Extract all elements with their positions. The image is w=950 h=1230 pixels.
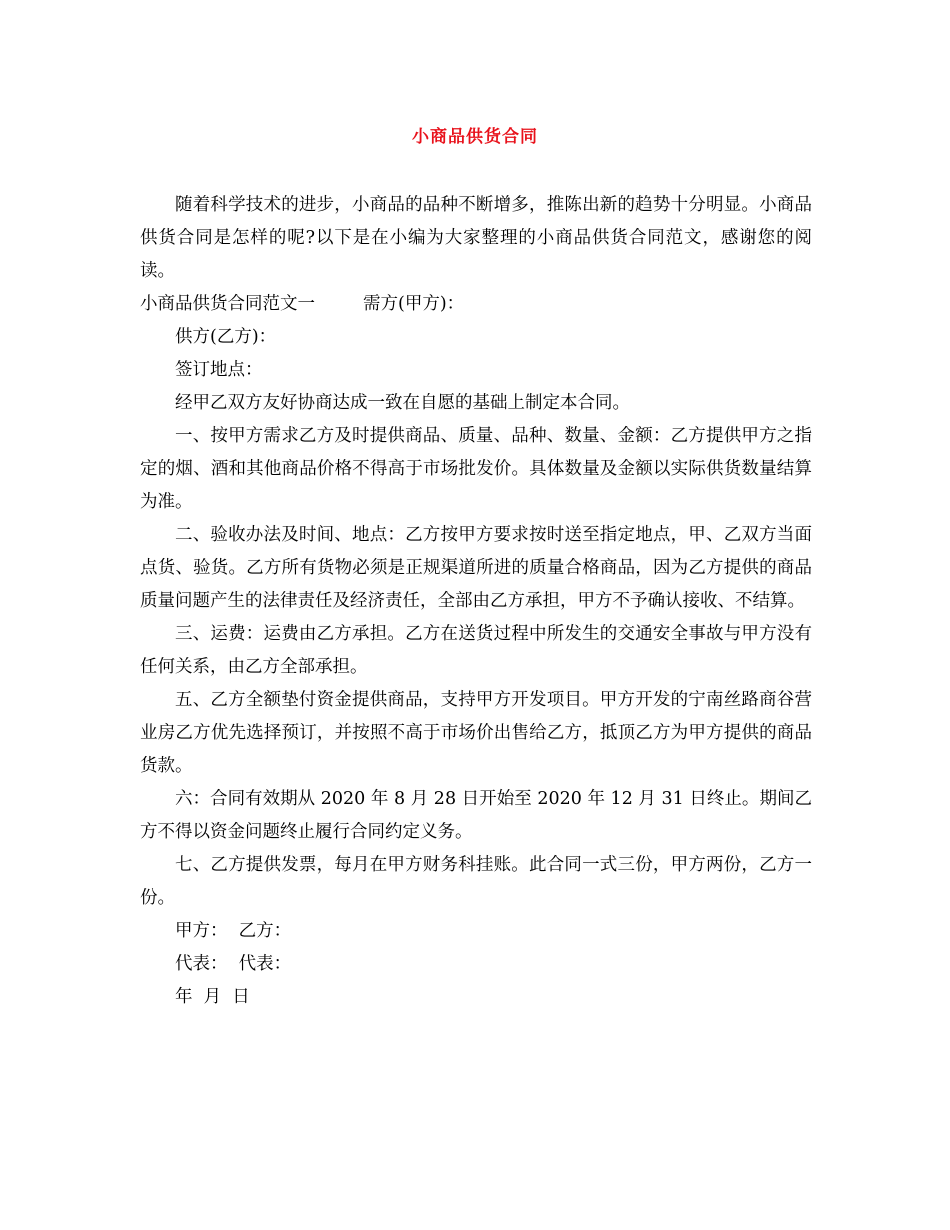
party-b-label: 供方(乙方)：: [175, 327, 277, 347]
document-title: 小商品供货合同: [412, 127, 538, 147]
sample-heading-line: [140, 288, 812, 321]
signature-representative-line: 代表： 代表：: [175, 954, 292, 974]
document-body: [140, 189, 812, 1014]
intro-paragraph: 随着科学技术的进步，小商品的品种不断增多，推陈出新的趋势十分明显。小商品供货合同是怎样的呢?以下是在小编为大家整理的小商品供货合同范文，感谢您的阅读。: [140, 195, 812, 281]
sign-place-label: 签订地点：: [175, 360, 263, 380]
clause-paragraph: 七、乙方提供发票，每月在甲方财务科挂账。此合同一式三份，甲方两份，乙方一份。: [140, 855, 812, 908]
clause-paragraph: 三、运费：运费由乙方承担。乙方在送货过程中所发生的交通安全事故与甲方没有任何关系，由乙方全部承担。: [140, 624, 812, 677]
sample-heading: 小商品供货合同范文一: [140, 294, 315, 314]
clause-paragraph: 一、按甲方需求乙方及时提供商品、质量、品种、数量、金额：乙方提供甲方之指定的烟、酒和其他商品价格不得高于市场批发价。具体数量及金额以实际供货数量结算为准。: [140, 426, 812, 512]
party-a-label: 需方(甲方)：: [363, 294, 465, 314]
signature-date-line: 年 月 日: [175, 987, 250, 1007]
preamble-paragraph: 经甲乙双方友好协商达成一致在自愿的基础上制定本合同。: [175, 393, 630, 413]
clause-paragraph: 六：合同有效期从 2020 年 8 月 28 日开始至 2020 年 12 月 31 日终止。期间乙方不得以资金问题终止履行合同约定义务。: [140, 789, 812, 842]
clause-paragraph: 二、验收办法及时间、地点：乙方按甲方要求按时送至指定地点，甲、乙双方当面点货、验货。乙方所有货物必须是正规渠道所进的质量合格商品，因为乙方提供的商品质量问题产生的法律责任及经济责任，全部由乙方承担，甲方不予确认接收、不结算。: [140, 525, 812, 611]
signature-party-line: 甲方： 乙方：: [175, 921, 292, 941]
clause-paragraph: 五、乙方全额垫付资金提供商品，支持甲方开发项目。甲方开发的宁南丝路商谷营业房乙方优先选择预订，并按照不高于市场价出售给乙方，抵顶乙方为甲方提供的商品货款。: [140, 690, 812, 776]
